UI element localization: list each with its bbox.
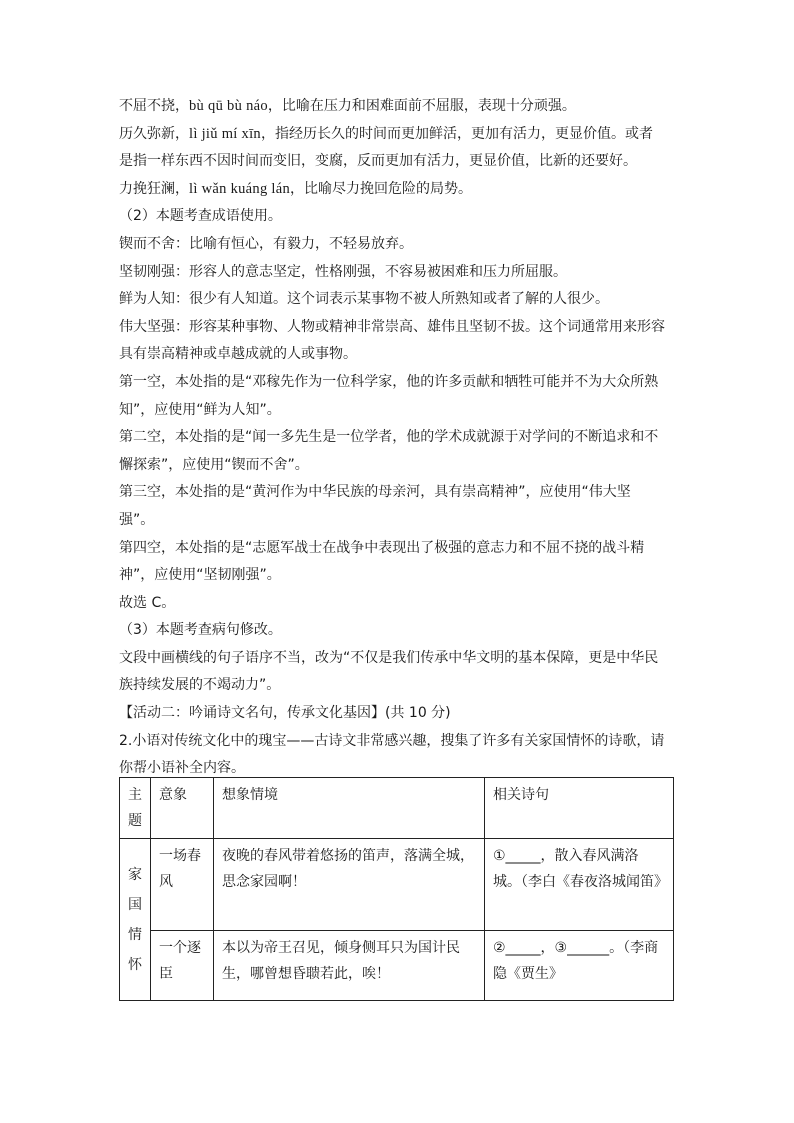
text-line	[119, 535, 679, 563]
line-text: 强”。	[119, 511, 155, 528]
text-line	[119, 397, 679, 425]
line-text: 第三空，本处指的是“黄河作为中华民族的母亲河，具有崇高精神”，应使用“伟大坚	[119, 484, 631, 501]
line-text: （3）本题考查病句修改。	[119, 622, 282, 639]
text-line	[119, 645, 679, 673]
line-text: 文段中画横线的句子语序不当，改为“不仅是我们传承中华文明的基本保障，更是中华民	[119, 649, 659, 666]
line-text: 【活动二：吟诵诗文名句，传承文化基因】(共 10 分)	[119, 705, 451, 722]
text-line	[119, 590, 679, 618]
line-text: 坚韧刚强：形容人的意志坚定，性格刚强，不容易被困难和压力所屈服。	[119, 263, 567, 280]
image-cell: 一场春风	[151, 839, 214, 931]
header-image: 意象	[151, 778, 214, 839]
text-line	[119, 314, 679, 342]
text-line	[119, 176, 679, 204]
text-line	[119, 507, 679, 535]
text-line	[119, 369, 679, 397]
line-text: 是指一样东西不因时间而变旧，变腐，反而更加有活力，更显价值，比新的还要好。	[119, 153, 637, 170]
table-header-row	[120, 778, 674, 839]
line-text: 历久弥新，	[119, 125, 189, 142]
text-line	[119, 341, 679, 369]
table-row	[120, 931, 674, 1001]
header-theme	[120, 778, 151, 839]
line-text: 第一空，本处指的是“邓稼先作为一位科学家，他的许多贡献和牺牲可能并不为大众所熟	[119, 373, 659, 390]
vertical-char: 情	[128, 926, 142, 943]
line-text: 具有崇高精神或卓越成就的人或事物。	[119, 346, 357, 363]
table-row	[120, 839, 674, 931]
pinyin: bù qū bù náo	[189, 98, 268, 114]
poetry-table	[119, 777, 674, 1001]
line-text: 锲而不舍：比喻有恒心，有毅力，不轻易放弃。	[119, 235, 413, 252]
image-cell: 一个逐臣	[151, 931, 214, 1001]
pinyin: lì jiǔ mí xīn	[189, 125, 261, 142]
vertical-char: 怀	[128, 956, 142, 973]
line-text: 知”，应使用“鲜为人知”。	[119, 401, 281, 418]
vertical-char: 家	[128, 866, 142, 883]
text-line	[119, 617, 679, 645]
poem-cell: ①_____，散入春风满洛城。（李白《春夜洛城闻笛》	[485, 839, 674, 931]
text-line	[119, 148, 679, 176]
line-text: 不屈不挠，	[119, 98, 189, 114]
text-line	[119, 286, 679, 314]
poem-cell: ②_____，③______。（李商隐《贾生》	[485, 931, 674, 1001]
line-text-rest: ，指经历长久的时间而更加鲜活，更加有活力，更显价值。或者	[260, 125, 653, 142]
line-text: 神”，应使用“坚韧刚强”。	[119, 567, 281, 584]
line-text-rest: ，比喻在压力和困难面前不屈服，表现十分顽强。	[267, 98, 576, 114]
line-text: 故选 C。	[119, 594, 176, 611]
text-line	[119, 203, 679, 231]
text-line	[119, 259, 679, 287]
line-text: 懈探索”，应使用“锲而不舍”。	[119, 456, 309, 473]
line-text: 第四空，本处指的是“志愿军战士在战争中表现出了极强的意志力和不屈不挠的战斗精	[119, 539, 645, 556]
vertical-char: 国	[128, 896, 142, 913]
vertical-char: 题	[128, 813, 142, 829]
line-text-rest: ，比喻尽力挽回危险的局势。	[290, 180, 473, 197]
line-text: （2）本题考查成语使用。	[119, 208, 282, 225]
pinyin: lì wǎn kuáng lán	[189, 180, 291, 197]
text-line	[119, 424, 679, 452]
scene-cell: 夜晚的春风带着悠扬的笛声，落满全城，思念家园啊！	[214, 839, 485, 931]
line-text: 力挽狂澜，	[119, 180, 189, 197]
theme-vertical	[124, 860, 146, 980]
text-line	[119, 479, 679, 507]
line-text: 你帮小语补全内容。	[119, 760, 245, 777]
text-line	[119, 93, 679, 121]
line-text: 第二空，本处指的是“闻一多先生是一位学者，他的学术成就源于对学问的不断追求和不	[119, 429, 659, 446]
scene-cell: 本以为帝王召见，倾身侧耳只为国计民生，哪曾想昏聩若此，唉！	[214, 931, 485, 1001]
header-theme-vertical	[124, 782, 146, 834]
line-text: 2.小语对传统文化中的瑰宝——古诗文非常感兴趣，搜集了许多有关家国情怀的诗歌，请	[119, 732, 665, 749]
text-line	[119, 231, 679, 259]
text-line	[119, 452, 679, 480]
text-line	[119, 121, 679, 149]
line-text: 族持续发展的不竭动力”。	[119, 677, 281, 694]
text-line	[119, 672, 679, 700]
text-line	[119, 562, 679, 590]
line-text: 伟大坚强：形容某种事物、人物或精神非常崇高、雄伟且坚韧不拔。这个词通常用来形容	[119, 318, 665, 335]
header-poem: 相关诗句	[485, 778, 674, 839]
header-scene: 想象情境	[214, 778, 485, 839]
line-text: 鲜为人知：很少有人知道。这个词表示某事物不被人所熟知或者了解的人很少。	[119, 291, 609, 308]
document-body	[119, 93, 679, 783]
text-lines	[119, 93, 679, 783]
theme-cell	[120, 839, 151, 1001]
vertical-char: 主	[128, 787, 142, 803]
text-line	[119, 728, 679, 756]
text-line	[119, 700, 679, 728]
